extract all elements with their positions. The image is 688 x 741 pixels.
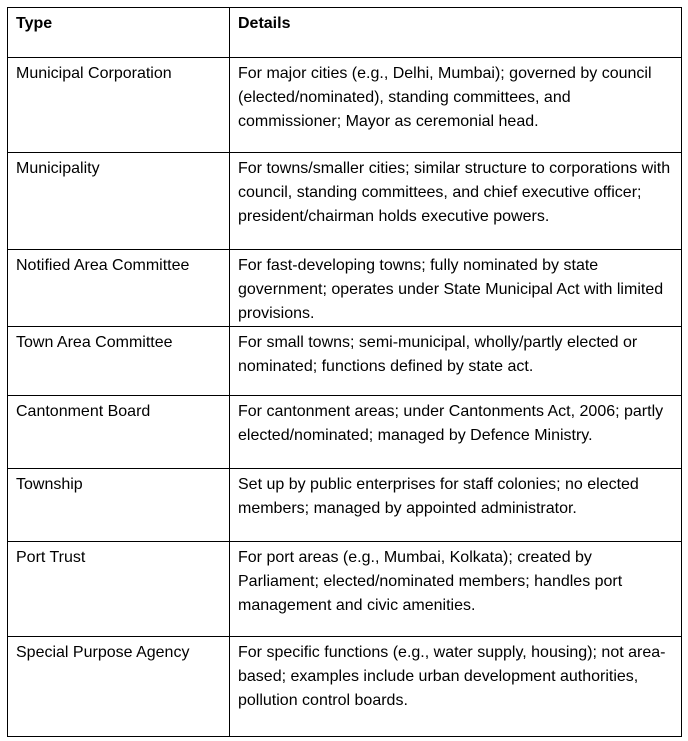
table-row xyxy=(8,250,682,327)
row-type: Cantonment Board xyxy=(8,396,230,469)
row-details: For cantonment areas; under Cantonments Act, 2006; partly elected/nominated; managed by Defence Ministry. xyxy=(230,396,682,469)
table-row xyxy=(8,396,682,469)
table-row xyxy=(8,58,682,153)
table-row xyxy=(8,327,682,396)
table-row xyxy=(8,153,682,250)
row-type: Municipality xyxy=(8,153,230,250)
row-details: For towns/smaller cities; similar structure to corporations with council, standing committees, and chief executive officer; president/chairman holds executive powers. xyxy=(230,153,682,250)
row-details: For small towns; semi-municipal, wholly/partly elected or nominated; functions defined by state act. xyxy=(230,327,682,396)
table-header-row xyxy=(8,8,682,58)
table-row xyxy=(8,469,682,542)
row-type: Town Area Committee xyxy=(8,327,230,396)
table-row xyxy=(8,542,682,637)
row-type: Municipal Corporation xyxy=(8,58,230,153)
row-details: For specific functions (e.g., water supply, housing); not area-based; examples include urban development authorities, pollution control boards. xyxy=(230,637,682,737)
row-type: Notified Area Committee xyxy=(8,250,230,327)
header-details: Details xyxy=(230,8,682,58)
row-details: Set up by public enterprises for staff colonies; no elected members; managed by appointed administrator. xyxy=(230,469,682,542)
header-type: Type xyxy=(8,8,230,58)
row-type: Township xyxy=(8,469,230,542)
table-row xyxy=(8,637,682,737)
row-details: For port areas (e.g., Mumbai, Kolkata); created by Parliament; elected/nominated members; handles port management and civic amenities. xyxy=(230,542,682,637)
row-details: For major cities (e.g., Delhi, Mumbai); governed by council (elected/nominated), standing committees, and commissioner; Mayor as ceremonial head. xyxy=(230,58,682,153)
row-details: For fast-developing towns; fully nominated by state government; operates under State Municipal Act with limited provisions. xyxy=(230,250,682,327)
row-type: Special Purpose Agency xyxy=(8,637,230,737)
urban-local-bodies-table xyxy=(7,7,682,737)
row-type: Port Trust xyxy=(8,542,230,637)
